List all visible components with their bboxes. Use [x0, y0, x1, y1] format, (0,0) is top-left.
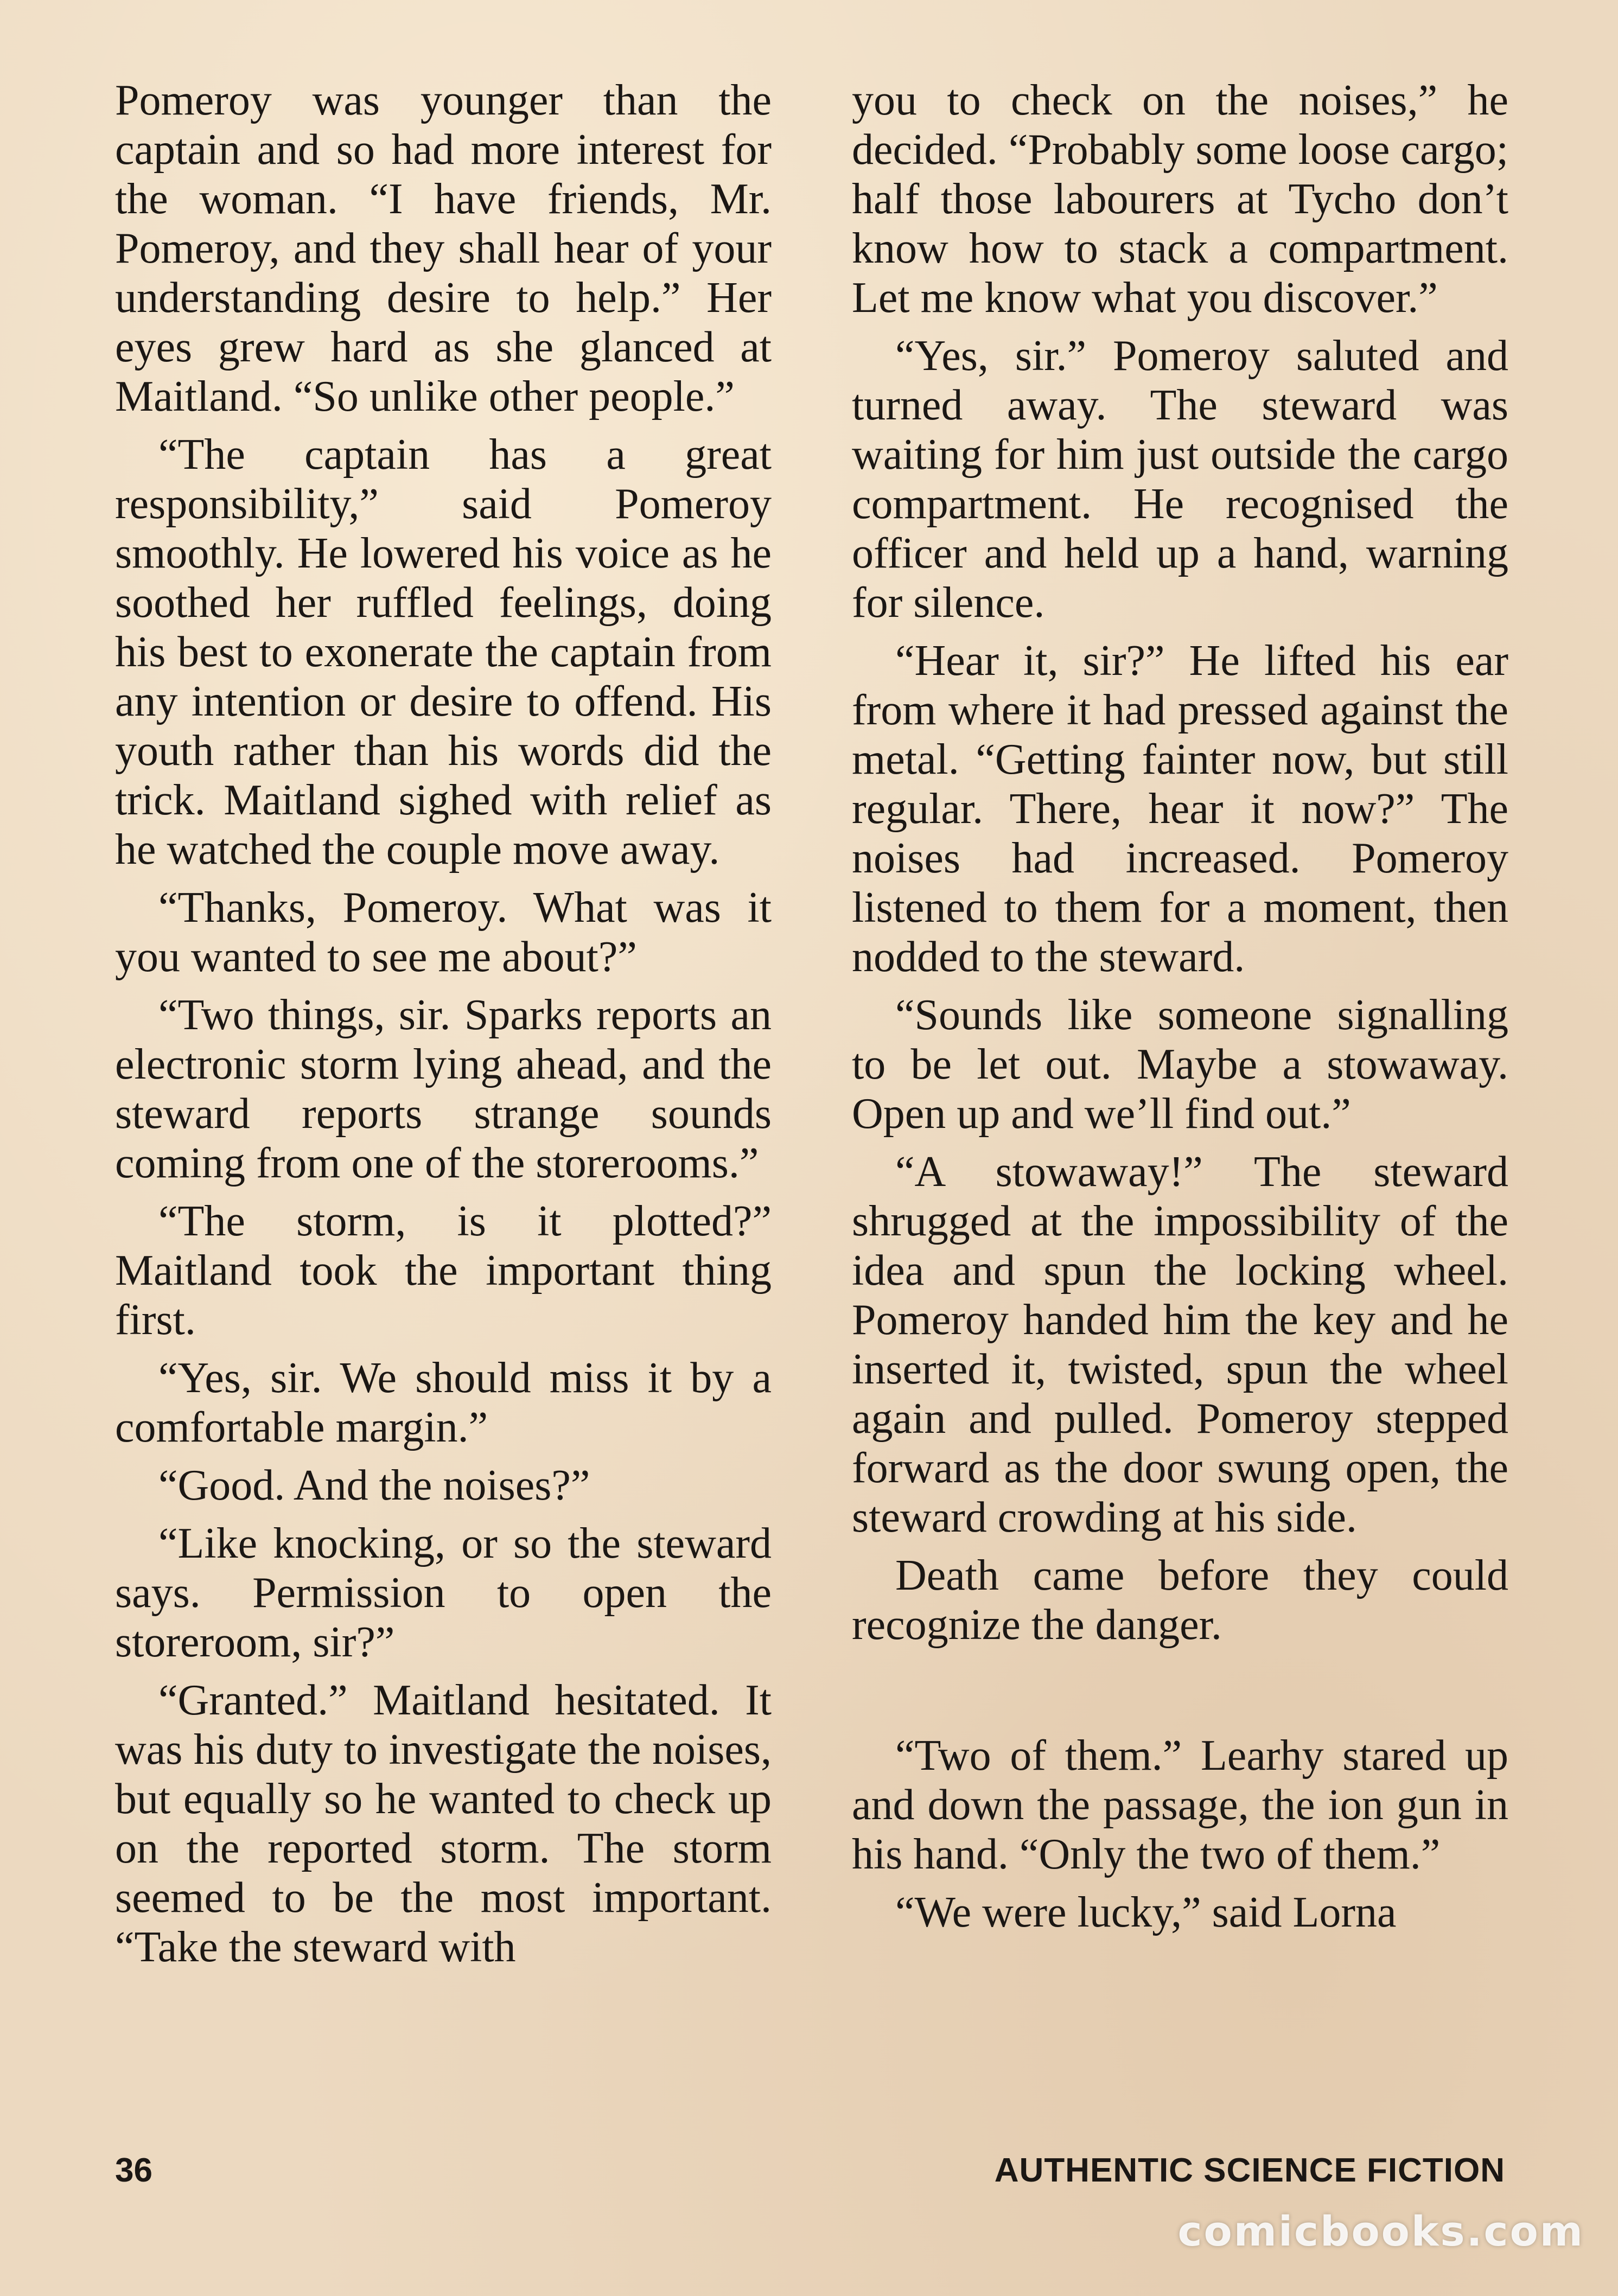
text-column-left — [115, 76, 772, 1981]
paragraph: “Two things, sir. Sparks reports an electronic storm lying ahead, and the steward reports strange sounds coming from one of the storerooms.” — [115, 991, 772, 1187]
paragraph: “Good. And the noises?” — [158, 1462, 590, 1509]
paragraph: “Thanks, Pomeroy. What was it you wanted to see me about?” — [115, 884, 772, 981]
running-footer-title: AUTHENTIC SCIENCE FICTION — [994, 2152, 1505, 2189]
paragraph: “Two of them.” Learhy stared up and down the passage, the ion gun in his hand. “Only the two of them.” — [852, 1732, 1508, 1878]
paragraph: “A stowaway!” The steward shrugged at the impossibility of the idea and spun the locking wheel. Pomeroy handed him the key and he inserted it, twisted, spun the wheel again and pulled. Pomeroy stepped forward as the door swung open, the steward crowding at his side. — [852, 1148, 1508, 1541]
paragraph: “The storm, is it plotted?” Maitland took the important thing first. — [115, 1197, 772, 1344]
paragraph: “Granted.” Maitland hesitated. It was his duty to investigate the noises, but equally so he wanted to check up on the reported storm. The storm seemed to be the most important. “Take the steward with — [115, 1676, 772, 1971]
paragraph: Death came before they could recognize the danger. — [852, 1552, 1508, 1649]
paragraph: “We were lucky,” said Lorna — [895, 1889, 1397, 1936]
paragraph: “The captain has a great responsibility,” said Pomeroy smoothly. He lowered his voice as he soothed her ruffled feelings, doing his best to exonerate the captain from any intention or desire to offend. His youth rather than his words did the trick. Maitland sighed with relief as he watched the couple move away. — [115, 431, 772, 873]
paragraph: “Sounds like someone signalling to be let out. Maybe a stowaway. Open up and we’ll find out.” — [852, 991, 1508, 1138]
paragraph: “Hear it, sir?” He lifted his ear from where it had pressed against the metal. “Getting fainter now, but still regular. There, hear it now?” The noises had increased. Pomeroy listened to them for a moment, then nodded to the steward. — [852, 637, 1508, 981]
paragraph: “Yes, sir. We should miss it by a comfortable margin.” — [115, 1354, 772, 1451]
watermark-text: comicbooks.com — [1177, 2207, 1584, 2255]
page-number: 36 — [115, 2152, 152, 2189]
text-column-right — [852, 76, 1508, 1946]
paragraph: Pomeroy was younger than the captain and so had more interest for the woman. “I have friends, Mr. Pomeroy, and they shall hear of your understanding desire to help.” Her eyes grew hard as she glanced at Maitland. “So unlike other people.” — [115, 76, 772, 420]
paragraph: you to check on the noises,” he decided. “Probably some loose cargo; half those labourers at Tycho don’t know how to stack a compartment. Let me know what you discover.” — [852, 76, 1508, 322]
paragraph: “Yes, sir.” Pomeroy saluted and turned away. The steward was waiting for him just outside the cargo compartment. He recognised the officer and held up a hand, warning for silence. — [852, 332, 1508, 627]
paragraph: “Like knocking, or so the steward says. Permission to open the storeroom, sir?” — [115, 1520, 772, 1666]
